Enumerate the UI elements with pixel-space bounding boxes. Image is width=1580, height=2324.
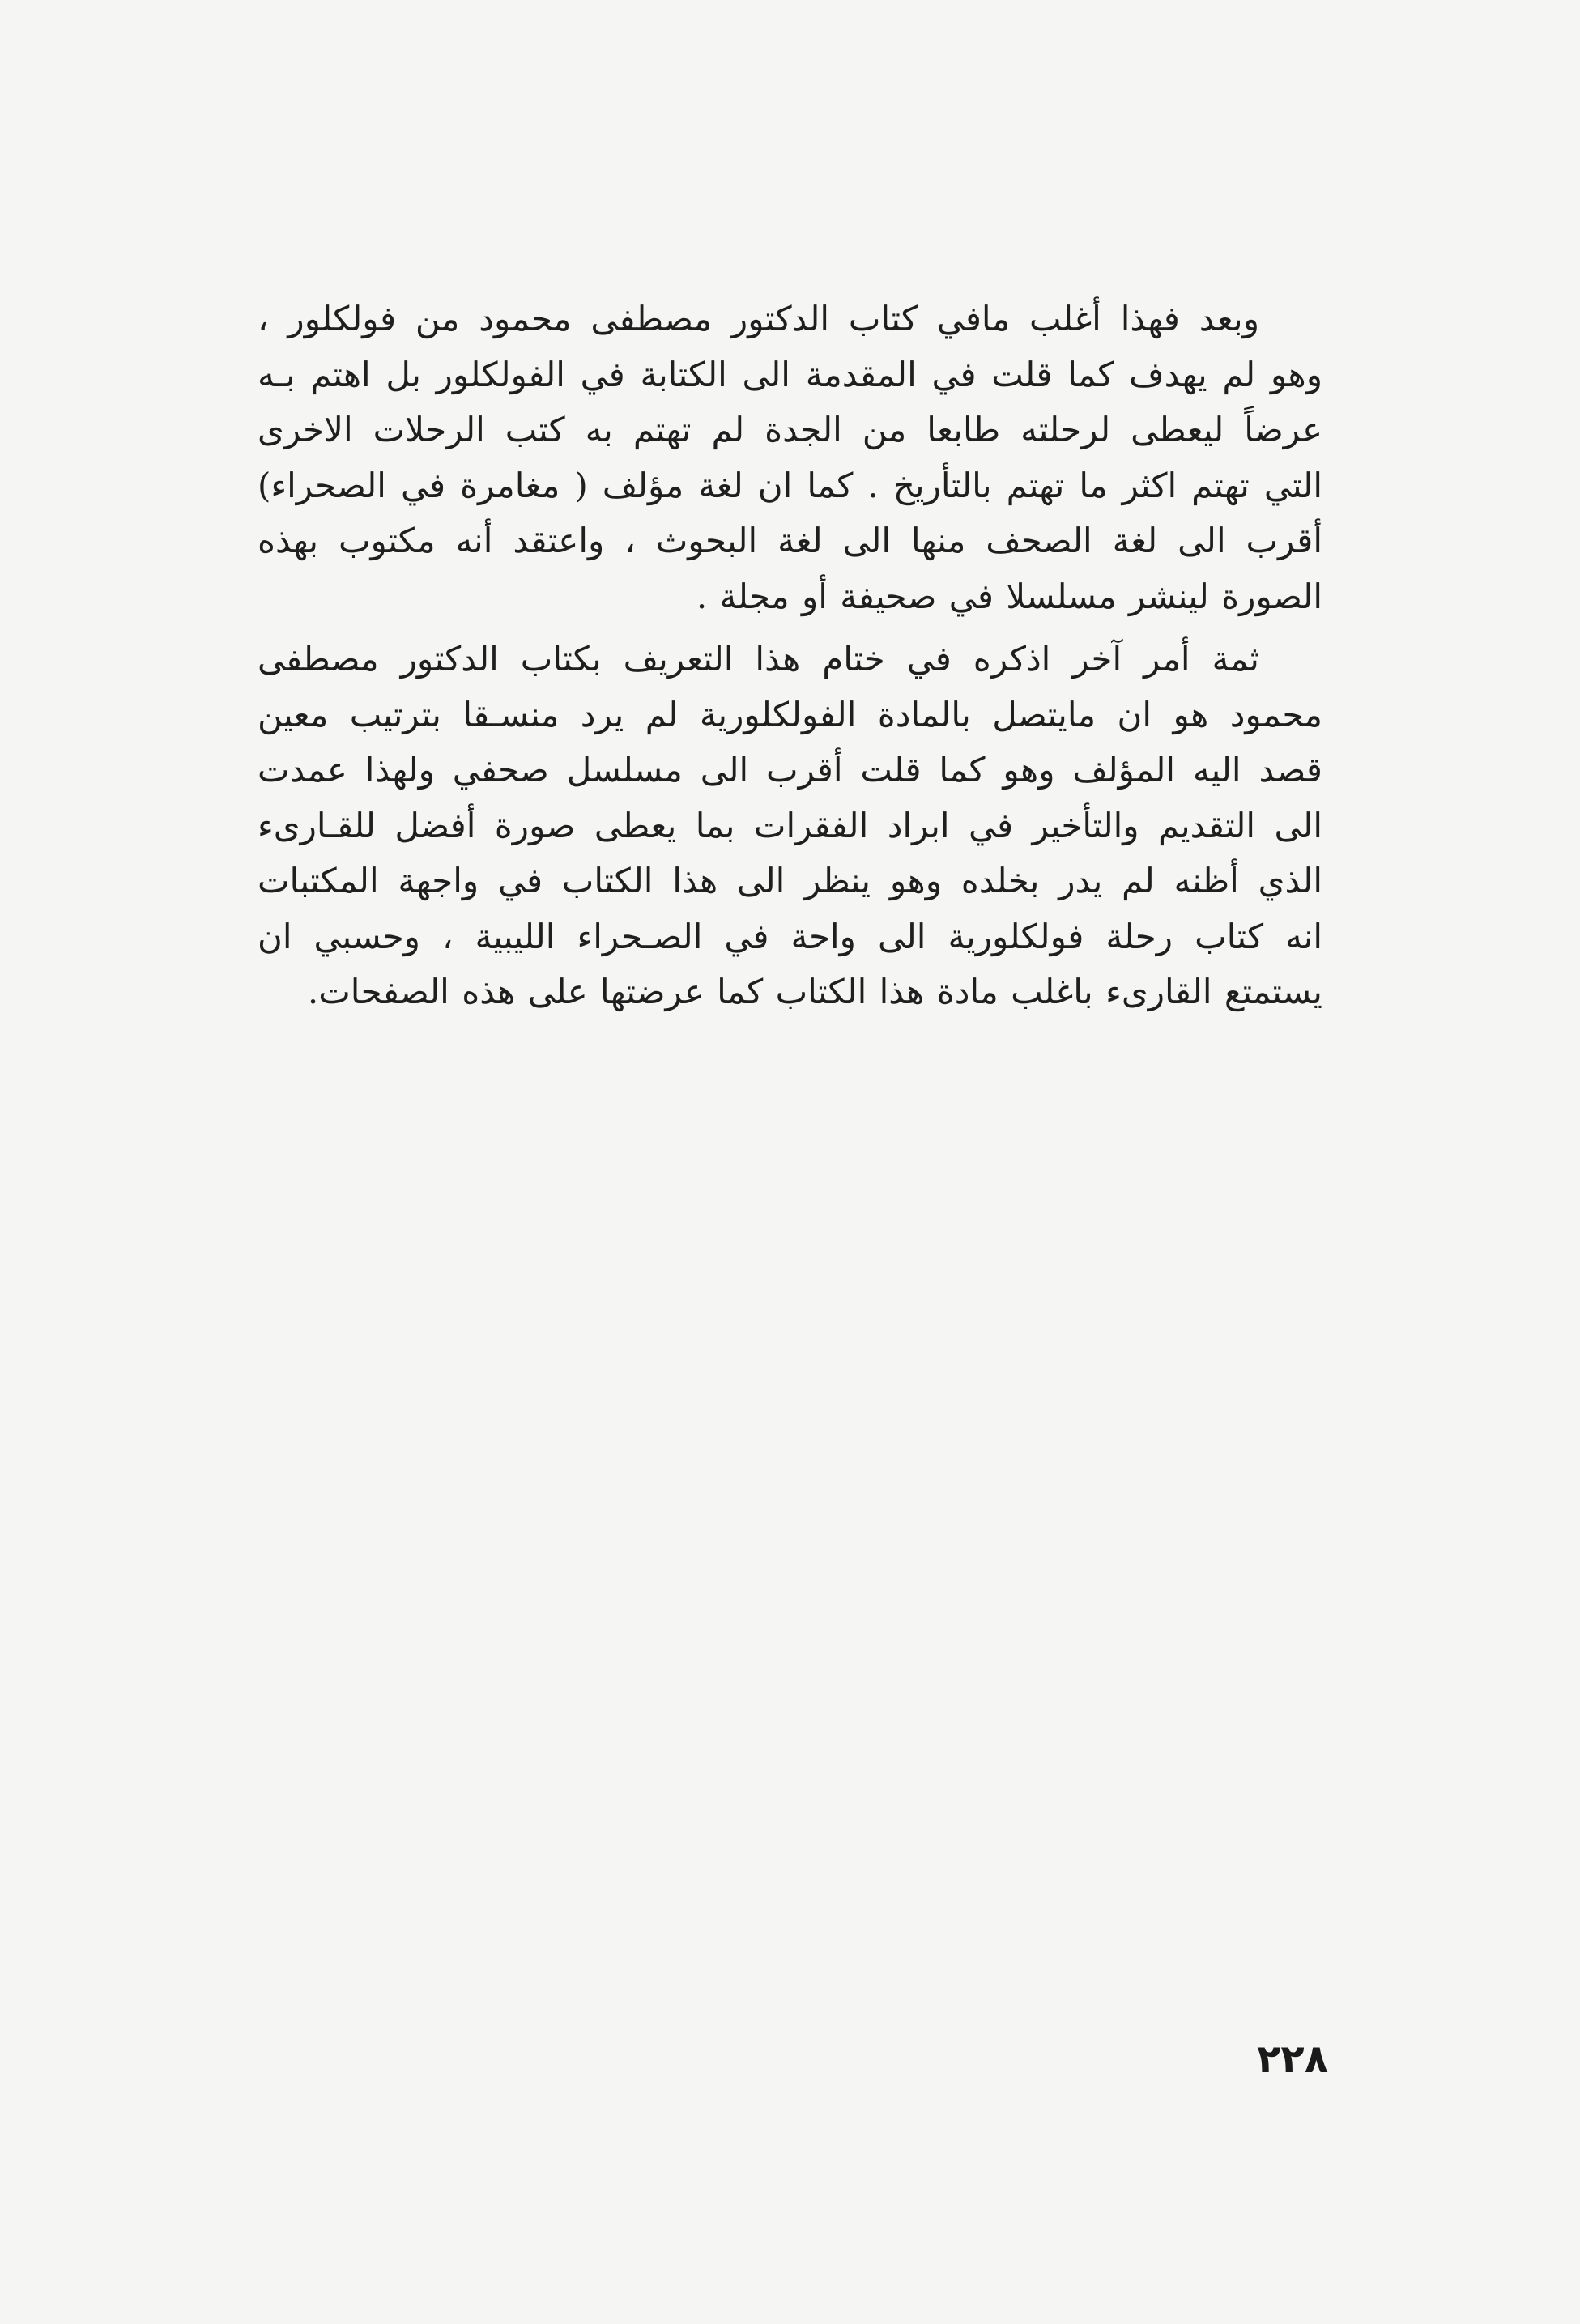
paragraph-1 <box>258 292 1322 624</box>
paragraph-1-line-1: وبعد فهذا أغلب مافي كتاب الدكتور مصطفى محمود من فولكلور ، <box>258 299 1259 338</box>
page-number: ٢٢٨ <box>1257 2037 1328 2082</box>
paragraph-1-line-3: عرضاً ليعطى لرحلته طابعا من الجدة لم تهتم به كتب الرحلات الاخرى <box>258 410 1322 449</box>
paragraph-1-line-4: التي تهتم اكثر ما تهتم بالتأريخ . كما ان لغة مؤلف ( مغامرة في الصحراء) <box>258 465 1322 505</box>
paragraph-2 <box>258 632 1322 1020</box>
paragraph-2-line-5: الذي أظنه لم يدر بخلده وهو ينظر الى هذا الكتاب في واجهة المكتبات <box>258 861 1322 900</box>
paragraph-1-line-6: الصورة لينشر مسلسلا في صحيفة أو مجلة . <box>696 576 1322 616</box>
paragraph-1-line-2: وهو لم يهدف كما قلت في المقدمة الى الكتابة في الفولكلور بل اهتم بـه <box>258 354 1322 394</box>
paragraph-2-line-2: محمود هو ان مايتصل بالمادة الفولكلورية لم يرد منسـقا بترتيب معين <box>258 694 1322 734</box>
paragraph-2-line-7: يستمتع القارىء باغلب مادة هذا الكتاب كما عرضتها على هذه الصفحات. <box>307 972 1322 1011</box>
paragraph-1-line-5: أقرب الى لغة الصحف منها الى لغة البحوث ، واعتقد أنه مكتوب بهذه <box>258 521 1322 560</box>
paragraph-2-line-3: قصد اليه المؤلف وهو كما قلت أقرب الى مسلسل صحفي ولهذا عمدت <box>258 750 1322 790</box>
paragraph-2-line-6: انه كتاب رحلة فولكلورية الى واحة في الصـحراء الليبية ، وحسبي ان <box>258 916 1323 956</box>
paragraph-2-line-4: الى التقديم والتأخير في ابراد الفقرات بما يعطى صورة أفضل للقـارىء <box>258 805 1322 845</box>
paragraph-2-line-1: ثمة أمر آخر اذكره في ختام هذا التعريف بكتاب الدكتور مصطفى <box>258 639 1259 679</box>
